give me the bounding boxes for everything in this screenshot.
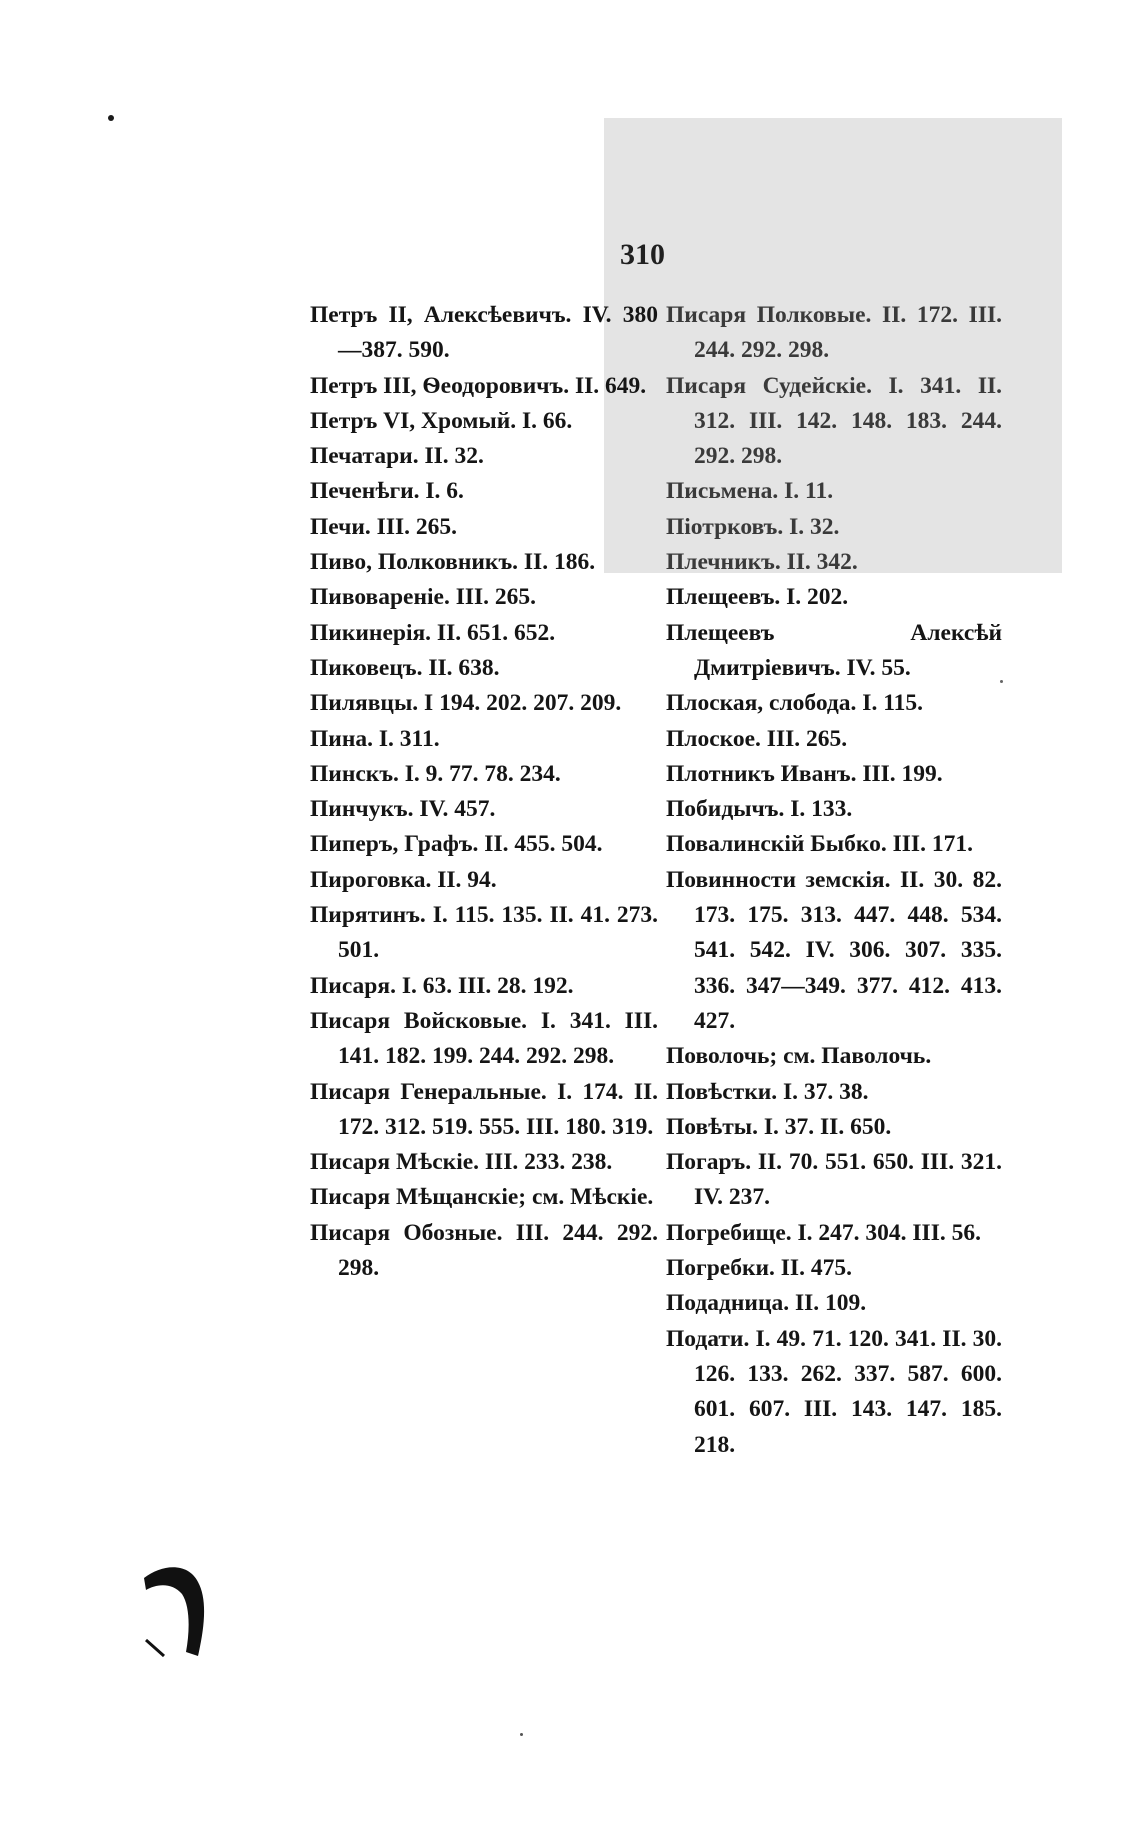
index-entry: Плещеевъ Алексѣй Дмитріевичъ. IV. 55. [666, 619, 1002, 681]
index-column-left [310, 298, 658, 1286]
page-number: 310 [620, 238, 665, 271]
index-entry: Писаря Генеральные. I. 174. II. 172. 312. 519. 555. III. 180. 319. [310, 1078, 658, 1140]
ink-dot [108, 115, 114, 121]
index-entry: Пиковецъ. II. 638. [310, 654, 500, 681]
index-entry: Петръ VI, Хромый. I. 66. [310, 407, 573, 434]
index-entry: Печи. III. 265. [310, 513, 457, 540]
index-entry: Пивовареніе. III. 265. [310, 584, 537, 611]
index-entry: Погребище. I. 247. 304. III. 56. [666, 1219, 981, 1246]
index-entry: Писаря Мѣщанскіе; см. Мѣскіе. [310, 1184, 654, 1211]
index-entry: Писаря. I. 63. III. 28. 192. [310, 972, 574, 999]
index-entry: Писаря Обозные. III. 244. 292. 298. [310, 1219, 658, 1282]
index-entry: Повѣты. I. 37. II. 650. [666, 1113, 892, 1140]
index-entry: Пирятинъ. I. 115. 135. II. 41. 273. 501. [310, 902, 658, 964]
index-entry: Пироговка. II. 94. [310, 866, 497, 893]
index-entry: Плотникъ Иванъ. III. 199. [666, 760, 943, 787]
index-entry: Повинности земскія. II. 30. 82. 173. 175. 313. 447. 448. 534. 541. 542. IV. 306. 307. 335. 336. 347—349. 377. 412. 413. 427. [666, 866, 1002, 1034]
index-entry: Побидычъ. I. 133. [666, 796, 853, 823]
index-entry: Писаря Мѣскіе. III. 233. 238. [310, 1149, 613, 1176]
ink-speck-lower [520, 1733, 523, 1736]
index-entry: Повѣстки. I. 37. 38. [666, 1078, 869, 1105]
index-entry: Печенѣги. I. 6. [310, 478, 464, 505]
index-entry: Пиво, Полковникъ. II. 186. [310, 549, 596, 576]
index-entry: Пинскъ. I. 9. 77. 78. 234. [310, 760, 561, 787]
index-entry: Подадница. II. 109. [666, 1290, 867, 1317]
index-entry: Плещеевъ. I. 202. [666, 584, 849, 611]
index-column-right [666, 298, 1002, 1463]
index-entry: Писаря Полковые. II. 172. III. 244. 292. 298. [666, 302, 1002, 364]
ink-blot-mark [142, 1560, 214, 1660]
index-entry: Печатари. II. 32. [310, 443, 484, 470]
index-entry: Пинчукъ. IV. 457. [310, 796, 496, 823]
index-entry: Петръ II, Алексѣевичъ. IV. 380—387. 590. [310, 302, 658, 364]
index-entry: Петръ III, Ѳеодоровичъ. II. 649. [310, 372, 647, 399]
index-entry: Письмена. I. 11. [666, 478, 834, 505]
index-entry: Пина. I. 311. [310, 725, 440, 752]
index-entry: Погаръ. II. 70. 551. 650. III. 321. IV. 237. [666, 1149, 1002, 1211]
index-entry: Пиперъ, Графъ. II. 455. 504. [310, 831, 603, 858]
index-entry: Повалинскій Быбко. III. 171. [666, 831, 973, 858]
index-entry: Плечникъ. II. 342. [666, 549, 858, 576]
index-entry: Пикинерія. II. 651. 652. [310, 619, 556, 646]
index-entry: Пилявцы. I 194. 202. 207. 209. [310, 690, 622, 717]
index-entry: Писаря Войсковые. I. 341. III. 141. 182. 199. 244. 292. 298. [310, 1007, 658, 1070]
index-entry: Піотрковъ. I. 32. [666, 513, 840, 540]
index-entry: Плоское. III. 265. [666, 725, 848, 752]
index-entry: Погребки. II. 475. [666, 1255, 852, 1282]
index-entry: Поволочь; см. Паволочь. [666, 1043, 932, 1070]
index-entry: Писаря Судейскіе. I. 341. II. 312. III. 142. 148. 183. 244. 292. 298. [666, 372, 1002, 470]
index-entry: Плоская, слобода. I. 115. [666, 690, 924, 717]
index-entry: Подати. I. 49. 71. 120. 341. II. 30. 126. 133. 262. 337. 587. 600. 601. 607. III. 143. 147. 185. 218. [666, 1325, 1002, 1458]
